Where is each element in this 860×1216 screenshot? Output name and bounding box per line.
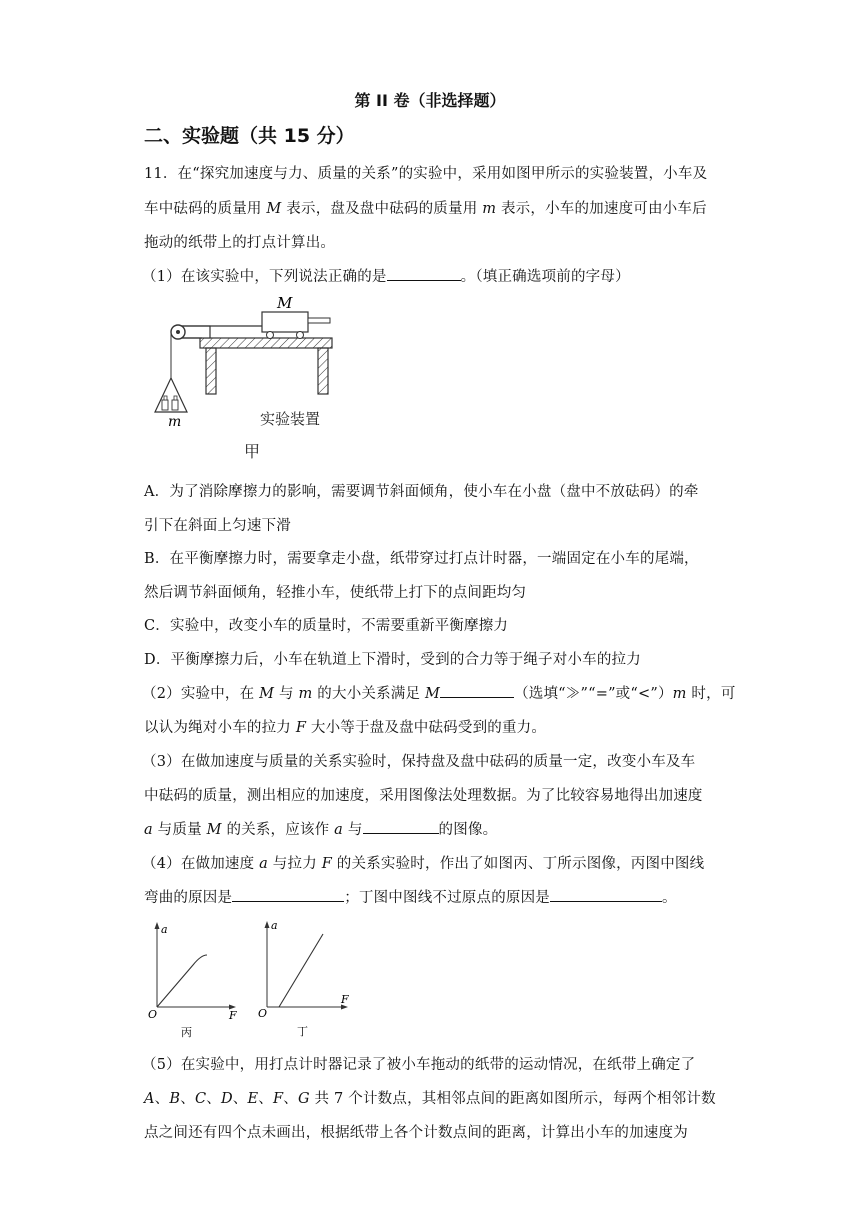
bing-origin: O [148, 1008, 158, 1021]
answer-blank-3[interactable] [363, 819, 439, 834]
answer-blank-1[interactable] [387, 266, 461, 281]
option-b-line2: 然后调节斜面倾角，轻推小车，使纸带上打下的点间距均匀 [144, 585, 527, 601]
part5-line1: （5）在实验中，用打点计时器记录了被小车拖动的纸带的运动情况，在纸带上确定了 [142, 1057, 696, 1073]
question-intro-line3: 拖动的纸带上的打点计算出。 [144, 235, 336, 251]
part5-line3: 点之间还有四个点未画出，根据纸带上各个计数点间的距离，计算出小车的加速度为 [144, 1125, 688, 1141]
option-c: C．实验中，改变小车的质量时，不需要重新平衡摩擦力 [144, 618, 509, 634]
section-heading: 二、实验题（共 15 分） [144, 125, 355, 147]
part5-line2: A、B、C、D、E、F、G 共 7 个计数点，其相邻点间的距离如图所示，每两个相邻计数 [144, 1091, 716, 1107]
part2-line1: （2）实验中，在 M 与 m 的大小关系满足 M （选填“≫”“=”或“<”）m 时，可 [142, 682, 736, 703]
bing-name: 丙 [181, 1026, 192, 1039]
part3-line2: 中砝码的质量，测出相应的加速度，采用图像法处理数据。为了比较容易地得出加速度 [144, 788, 703, 804]
part3-line1: （3）在做加速度与质量的关系实验时，保持盘及盘中砝码的质量一定，改变小车及车 [142, 754, 696, 770]
question-intro-line1: 11．在“探究加速度与力、质量的关系”的实验中，采用如图甲所示的实验装置，小车及 [144, 166, 708, 182]
part4-line2: 弯曲的原因是 ；丁图中图线不过原点的原因是 。 [144, 886, 677, 907]
answer-blank-2[interactable] [440, 683, 514, 698]
ding-origin: O [258, 1007, 268, 1020]
option-a-line2: 引下在斜面上匀速下滑 [144, 518, 291, 534]
part2-line2: 以认为绳对小车的拉力 F 大小等于盘及盘中砝码受到的重力。 [144, 720, 547, 736]
graph-ding [255, 910, 365, 1040]
ding-name: 丁 [297, 1025, 308, 1038]
option-d: D．平衡摩擦力后，小车在轨道上下滑时，受到的合力等于绳子对小车的拉力 [144, 652, 641, 668]
option-b-line1: B．在平衡摩擦力时，需要拿走小盘，纸带穿过打点计时器，一端固定在小车的尾端， [144, 551, 699, 567]
bing-x-label: F [229, 1009, 237, 1022]
paper-part-title: 第 II 卷（非选择题） [354, 91, 506, 110]
ding-x-label: F [341, 993, 349, 1006]
graph-bing [145, 915, 245, 1040]
option-a-line1: A．为了消除摩擦力的影响，需要调节斜面倾角，使小车在小盘（盘中不放砝码）的牵 [144, 484, 699, 500]
question-intro-line2: 车中砝码的质量用 M 表示，盘及盘中砝码的质量用 m 表示，小车的加速度可由小车后 [144, 201, 707, 217]
answer-blank-4b[interactable] [550, 887, 662, 902]
figure-caption: 实验装置 [260, 410, 321, 428]
answer-blank-4a[interactable] [232, 887, 344, 902]
ding-y-label: a [271, 919, 278, 932]
figure-name-jia: 甲 [244, 442, 261, 461]
apparatus-figure [150, 290, 350, 465]
bing-y-label: a [161, 923, 168, 936]
part3-line3: a 与质量 M 的关系，应该作 a 与 的图像。 [144, 818, 497, 839]
label-M: M [277, 294, 293, 312]
label-m: m [168, 414, 182, 430]
part1-prompt: （1）在该实验中，下列说法正确的是 。（填正确选项前的字母） [142, 265, 630, 286]
part4-line1: （4）在做加速度 a 与拉力 F 的关系实验时，作出了如图丙、丁所示图像，丙图中图线 [142, 856, 705, 872]
